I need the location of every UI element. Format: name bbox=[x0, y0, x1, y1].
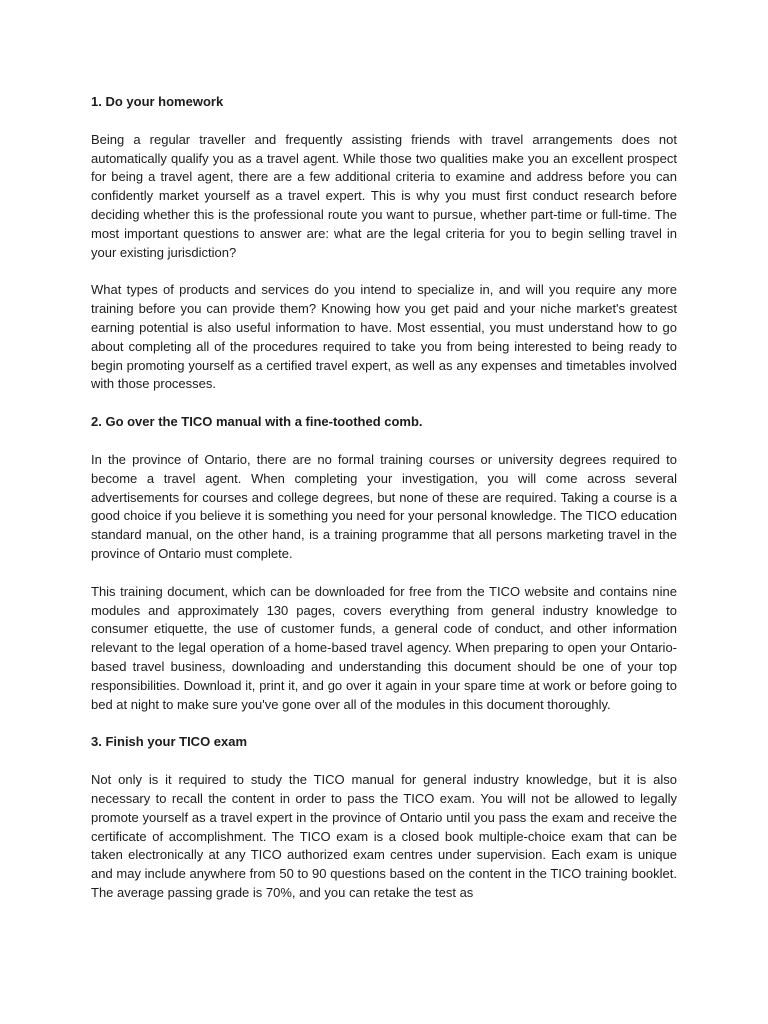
section-heading: 1. Do your homework bbox=[91, 94, 224, 109]
section-heading: 3. Finish your TICO exam bbox=[91, 734, 248, 750]
section-2 bbox=[91, 413, 677, 714]
paragraph: In the province of Ontario, there are no formal training courses or university degrees required to become a travel agent. When completing your investigation, you will come across several advertisements for courses and college degrees, but none of these are required. Taking a course is a good choice if you believe it is something you need for your personal knowledge. The TICO education standard manual, on the other hand, is a training programme that all persons marketing travel in the province of Ontario must complete. bbox=[91, 451, 677, 561]
section-heading: 2. Go over the TICO manual with a fine-toothed comb. bbox=[91, 414, 423, 430]
section-1 bbox=[91, 93, 677, 394]
paragraph: Being a regular traveller and frequently assisting friends with travel arrangements does not automatically qualify you as a travel agent. While those two qualities make you an excellent prospect for being a travel agent, there are a few additional criteria to examine and address before you can confidently market yourself as a travel expert. This is why you must first conduct research before deciding whether this is the professional route you want to pursue, whether part-time or full-time. The most important questions to answer are: what are the legal criteria for you to begin selling travel in your existing jurisdiction? bbox=[91, 131, 677, 260]
paragraph: This training document, which can be downloaded for free from the TICO website and contains nine modules and approximately 130 pages, covers everything from general industry knowledge to consumer etiquette, the use of customer funds, a general code of conduct, and other information relevant to the legal operation of a home-based travel agency. When preparing to open your Ontario-based travel business, downloading and understanding this document should be one of your top responsibilities. Download it, print it, and go over it again in your spare time at work or before going to bed at night to make sure you've gone over all of the modules in this document thoroughly. bbox=[91, 583, 677, 712]
paragraph: Not only is it required to study the TICO manual for general industry knowledge, but it is also necessary to recall the content in order to pass the TICO exam. You will not be allowed to legally promote yourself as a travel expert in the province of Ontario until you pass the exam and receive the certificate of accomplishment. The TICO exam is a closed book multiple-choice exam that can be taken electronically at any TICO authorized exam centres under supervision. Each exam is unique and may include anywhere from 50 to 90 questions based on the content in the TICO training booklet. The average passing grade is 70%, and you can retake the test as bbox=[91, 772, 677, 900]
paragraph: What types of products and services do you intend to specialize in, and will you require any more training before you can provide them? Knowing how you get paid and your niche market's greatest earning potential is also useful information to have. Most essential, you must understand how to go about completing all of the procedures required to take you from being interested to being ready to begin promoting yourself as a certified travel expert, as well as any expenses and timetables involved with those processes. bbox=[91, 282, 677, 392]
section-3 bbox=[91, 733, 677, 902]
document-page bbox=[91, 93, 677, 922]
